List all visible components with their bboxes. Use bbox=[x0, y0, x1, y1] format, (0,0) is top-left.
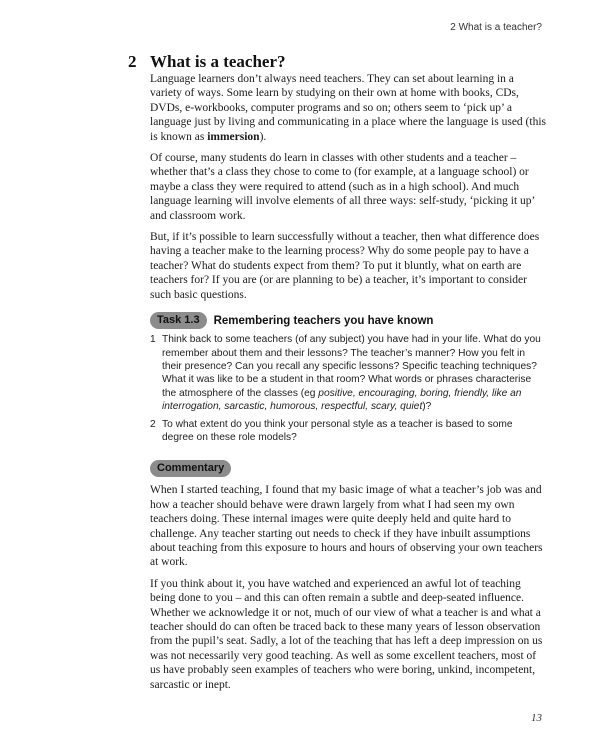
term-immersion: immersion bbox=[207, 130, 260, 143]
task-item-text: To what extent do you think your personal style as a teacher is based to some degree on these role models? bbox=[162, 418, 513, 443]
section-title: What is a teacher? bbox=[150, 52, 286, 71]
task-item-examples: positive, encouraging, boring, friendly, like an interrogation, sarcastic, humorous, respectful, scary, quiet bbox=[162, 387, 522, 413]
task-list bbox=[150, 333, 546, 444]
running-head: 2 What is a teacher? bbox=[450, 22, 542, 33]
paragraph-intro bbox=[150, 72, 546, 144]
task-item-text-start: Think back to some teachers (of any subject) you have had in your life. What do you remember about them and their lessons? The teacher’s manner? How you felt in their presence? Can you recall any specific lessons? Specific teaching techniques? What it was like to be a student in that room? What words or phrases characterise the atmosphere of the classes (eg bbox=[162, 334, 541, 399]
task-item bbox=[150, 418, 546, 445]
paragraph-questions: But, if it’s possible to learn successfully without a teacher, then what difference does having a teacher make to the learning process? Why do some people pay to have a teacher? What do students expect from them? To put it bluntly, what on earth are teachers for? If you are (or are planning to be) a teacher, it’s important to consider such basic questions. bbox=[150, 231, 540, 301]
paragraph-intro-text: Language learners don’t always need teachers. They can set about learning in a variety of ways. Some learn by studying on their own at home with books, CDs, DVDs, e-workbooks, computer programs and so on; others seem to ‘pick up’ a language just by living and communicating in a place where the language is used (this is known as bbox=[150, 73, 547, 143]
paragraph-classes: Of course, many students do learn in classes with other students and a teacher – whether that’s a class they chose to come to (for example, at a language school) or maybe a class they were required to attend (such as in a high school). And much language learning will involve elements of all three ways: self-study, ‘picking it up’ and classroom work. bbox=[150, 152, 535, 222]
task-item bbox=[150, 333, 546, 413]
paragraph-intro-end: ). bbox=[259, 130, 267, 143]
page-number: 13 bbox=[531, 712, 542, 724]
section-heading bbox=[128, 52, 286, 72]
commentary-paragraph-1: When I started teaching, I found that my basic image of what a teacher’s job was and how a teacher should behave were drawn largely from what I had seen my own teachers doing. These internal images were quite deeply held and quite hard to challenge. Any teacher starting out needs to check if they have inbuilt assumptions about teaching from this exposure to hours and hours of observing your own teachers at work. bbox=[150, 484, 543, 569]
task-badge: Task 1.3 bbox=[150, 312, 207, 329]
commentary-header bbox=[150, 458, 546, 477]
task-item-number: 1 bbox=[150, 334, 156, 346]
task-header bbox=[150, 312, 546, 329]
main-content bbox=[150, 72, 546, 699]
commentary-badge: Commentary bbox=[150, 460, 231, 477]
task-title: Remembering teachers you have known bbox=[213, 314, 434, 327]
commentary-paragraph-2: If you think about it, you have watched and experienced an awful lot of teaching being done to you – and this can often remain a subtle and deep-seated influence. Whether we acknowledge it or not, much of our view of what a teacher is and what a teacher should do can often be traced back to these many years of lesson observation from the pupil’s seat. Sadly, a lot of the teaching that has left a deep impression on us was not necessarily very good teaching. As well as some excellent teachers, most of us have probably seen examples of teachers who were boring, unkind, incompetent, sarcastic or inept. bbox=[150, 577, 543, 691]
section-number: 2 bbox=[128, 52, 137, 71]
task-item-text bbox=[162, 333, 546, 413]
task-item-number: 2 bbox=[150, 418, 156, 430]
task-item-text-end: )? bbox=[422, 401, 432, 413]
